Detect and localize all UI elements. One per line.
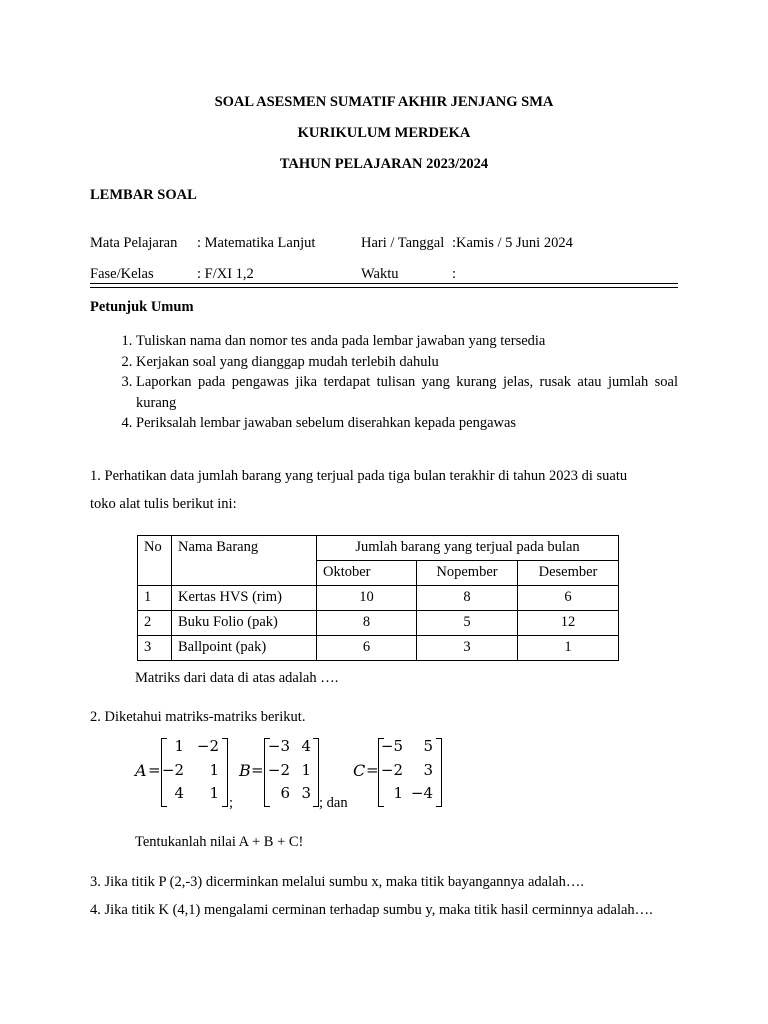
header-divider-top (90, 283, 678, 284)
table-cell-value: 8 (317, 611, 417, 636)
instructions-list (90, 331, 678, 434)
q1-text-line1: 1. Perhatikan data jumlah barang yang terjual pada tiga bulan terakhir di tahun 2023 di suatu (90, 468, 628, 484)
separator: ; dan (319, 795, 348, 811)
matrix-cell: −3 (267, 737, 290, 755)
q1-prompt: Matriks dari data di atas adalah …. (135, 670, 339, 686)
matrix-cell: −5 (380, 737, 403, 755)
separator: ; (229, 795, 234, 811)
list-item: 3. Laporkan pada pengawas jika terdapat tulisan yang kurang jelas, rusak atau jumlah soal kurang (136, 372, 678, 413)
class-label: Fase/Kelas (90, 266, 154, 282)
matrix-cell: 1 (174, 737, 184, 755)
table-cell-no: 1 (138, 586, 172, 611)
table-header-month: Nopember (417, 561, 518, 586)
table-cell-name: Buku Folio (pak) (172, 611, 317, 636)
matrix-name: C (353, 761, 366, 780)
table-header-month: Desember (518, 561, 619, 586)
q3-text: 3. Jika titik P (2,-3) dicerminkan melalui sumbu x, maka titik bayangannya adalah…. (90, 874, 584, 890)
matrix-cell: −2 (196, 737, 219, 755)
list-item: 2. Kerjakan soal yang dianggap mudah terlebih dahulu (136, 352, 678, 373)
matrix-cell: −4 (410, 784, 433, 802)
matrix-cell: 5 (423, 737, 433, 755)
table-row (138, 636, 619, 661)
table-header-name: Nama Barang (172, 536, 317, 586)
sheet-label: LEMBAR SOAL (90, 187, 197, 203)
table-cell-value: 12 (518, 611, 619, 636)
matrix-cell: 3 (423, 761, 433, 779)
table-cell-no: 3 (138, 636, 172, 661)
matrix-cell: 3 (301, 784, 311, 802)
table-cell-value: 10 (317, 586, 417, 611)
table-cell-no: 2 (138, 611, 172, 636)
q1-text-line2: toko alat tulis berikut ini: (90, 496, 237, 512)
date-label: Hari / Tanggal (361, 235, 445, 251)
matrix-name: A (135, 761, 147, 780)
equals-sign: = (366, 761, 379, 779)
time-value: : (452, 266, 457, 282)
list-item: 1. Tuliskan nama dan nomor tes anda pada lembar jawaban yang tersedia (136, 331, 678, 352)
table-cell-value: 1 (518, 636, 619, 661)
table-cell-name: Ballpoint (pak) (172, 636, 317, 661)
time-label: Waktu (361, 266, 399, 282)
exam-title: SOAL ASESMEN SUMATIF AKHIR JENJANG SMA (214, 94, 554, 110)
subject-value: : Matematika Lanjut (197, 235, 316, 251)
curriculum-title: KURIKULUM MERDEKA (297, 125, 471, 141)
sales-table (137, 535, 619, 661)
table-row (138, 586, 619, 611)
q4-text: 4. Jika titik K (4,1) mengalami cerminan terhadap sumbu y, maka titik hasil cerminnya adalah…. (90, 902, 653, 918)
table-header-group: Jumlah barang yang terjual pada bulan (317, 536, 619, 561)
matrix-cell: −2 (161, 761, 184, 779)
matrix-cell: −2 (380, 761, 403, 779)
matrix-cell: 1 (209, 761, 219, 779)
matrix-cell: 4 (174, 784, 184, 802)
right-bracket (436, 738, 442, 807)
matrix-cell: 1 (393, 784, 403, 802)
table-cell-value: 5 (417, 611, 518, 636)
table-row (138, 611, 619, 636)
table-cell-name: Kertas HVS (rim) (172, 586, 317, 611)
q2-intro: 2. Diketahui matriks-matriks berikut. (90, 709, 306, 725)
matrix-cell: 1 (301, 761, 311, 779)
matrix-cell: 1 (209, 784, 219, 802)
matrix-cell: 6 (280, 784, 290, 802)
instructions-title: Petunjuk Umum (90, 299, 194, 315)
table-cell-value: 8 (417, 586, 518, 611)
class-value: : F/XI 1,2 (197, 266, 254, 282)
date-value: :Kamis / 5 Juni 2024 (452, 235, 573, 251)
table-cell-value: 3 (417, 636, 518, 661)
q2-task: Tentukanlah nilai A + B + C! (135, 834, 304, 850)
matrix-cell: −2 (267, 761, 290, 779)
subject-label: Mata Pelajaran (90, 235, 178, 251)
table-header-month: Oktober (317, 561, 417, 586)
equals-sign: = (251, 761, 264, 779)
school-year-title: TAHUN PELAJARAN 2023/2024 (279, 156, 489, 172)
matrix-name: B (239, 761, 251, 780)
header-divider-bottom (90, 287, 678, 288)
matrix-cell: 4 (301, 737, 311, 755)
table-cell-value: 6 (317, 636, 417, 661)
equals-sign: = (148, 761, 161, 779)
right-bracket (222, 738, 228, 807)
table-cell-value: 6 (518, 586, 619, 611)
table-header-no: No (138, 536, 172, 586)
list-item: 4. Periksalah lembar jawaban sebelum diserahkan kepada pengawas (136, 413, 678, 434)
